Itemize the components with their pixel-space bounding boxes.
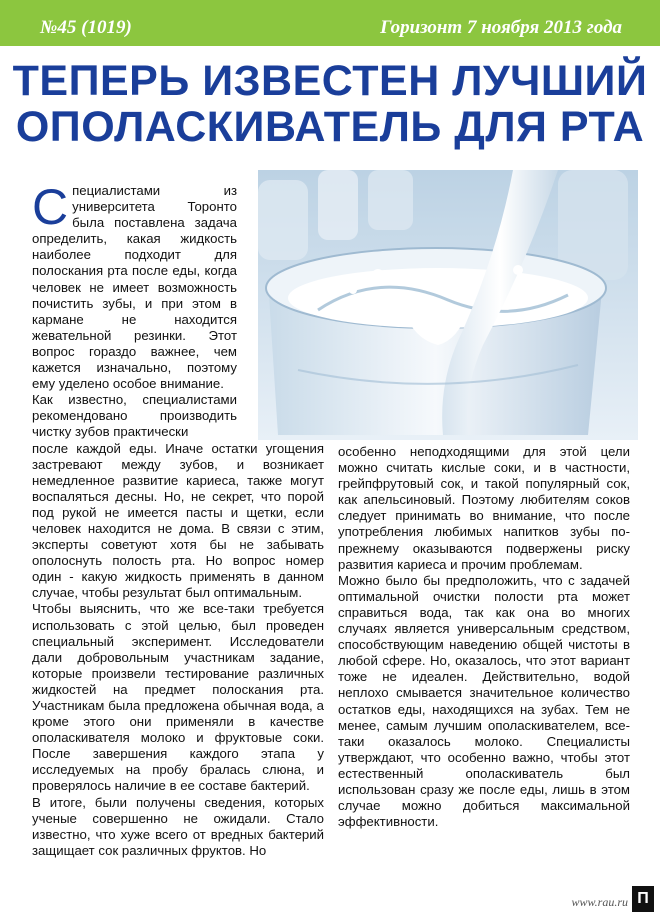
- drop-cap: С: [32, 179, 69, 235]
- paragraph-4: В итоге, были получены сведения, которых ученые совершенно не ожидали. Стало известно, что хуже всего от вредных бактерий защищает сок различных фруктов. Но: [32, 794, 324, 858]
- article-column-right: [338, 444, 630, 830]
- milk-droplet: [349, 286, 357, 294]
- intro-text: пециалистами из университета Торонто была поставлена задача определить, какая жидкость наиболее подходит для полоскания рта после еды, когда человек не имеет возможность почистить зубы, и при этом в кармане не находится жевательной резинки. Этот вопрос гораздо важнее, чем кажется изначально, поэтому ему уделено особое внимание.: [32, 183, 237, 392]
- article-title: [0, 58, 660, 150]
- paragraph-3: Чтобы выяснить, что же все-таки требуется использовать с этой целью, был проведен специальный эксперимент. Исследователи дали добровольным участникам задание, которые произвели тестирование различных жидкостей на предмет полоскания рта. Участникам была предложена обычная вода, а кроме этого они применяли в качестве ополаскивателя молоко и фруктовые соки. После завершения каждого этапа у исследуемых на пробу бралась слюна, и проверялось наличие в ее составе бактерий.: [32, 601, 324, 794]
- milk-droplet: [372, 269, 384, 281]
- article-column-left: [32, 179, 324, 859]
- intro-paragraph: [32, 179, 237, 392]
- title-line-1: ТЕПЕРЬ ИЗВЕСТЕН ЛУЧШИЙ: [12, 57, 648, 105]
- website-watermark: www.rau.ru: [571, 895, 628, 909]
- paragraph-2-top: Как известно, специалистами рекомендовано производить чистку зубов практически: [32, 392, 237, 440]
- paragraph-2-rest: после каждой еды. Иначе остатки угощения застревают между зубов, и возникает немедленное развитие кариеса, также могут воспаляться десны. Но, не секрет, что порой под рукой не имеется пасты и щетки, если человек находится не дома. В связи с этим, эксперты советуют хотя бы не забывать ополоснуть полость рта. Но вопрос номер один - какую жидкость применять в данном случае, чтобы результат был оптимальным.: [32, 440, 324, 601]
- end-mark: П: [632, 886, 654, 912]
- title-line-2: ОПОЛАСКИВАТЕЛЬ ДЛЯ РТА: [15, 103, 645, 151]
- paragraph-5: особенно неподходящими для этой цели можно считать кислые соки, и в частности, грейпфрутовый сок, и такой популярный сок, как апельсиновый. Поэтому любителям соков следует принимать во внимание, что после употребления любимых напитков зубы по-прежнему оказываются подвержены риску развития кариеса и прочим проблемам.: [338, 444, 630, 572]
- paragraph-6: Можно было бы предположить, что с задачей оптимальной очистки полости рта может справиться вода, так как она во многих случаях является универсальным средством, способствующим наведению общей чистоты в любой сфере. Но, оказалось, что этот вариант тоже не идеален. Действительно, водой неплохо смывается значительное количество остатков еды, находящихся на зубах. Тем не менее, самым лучшим ополаскивателем, все-таки оказалось молоко. Специалисты утверждают, что особенно важно, чтобы этот естественный ополаскиватель был использован сразу же после еды, лишь в этом случае можно добиться максимальной эффективности.: [338, 572, 630, 830]
- publication-date: Горизонт 7 ноября 2013 года: [380, 17, 622, 38]
- bottle-shape: [318, 170, 358, 240]
- issue-number: №45 (1019): [40, 17, 132, 38]
- newspaper-header-bar: [0, 0, 660, 46]
- milk-droplet: [513, 265, 523, 275]
- bottle-shape: [368, 170, 413, 230]
